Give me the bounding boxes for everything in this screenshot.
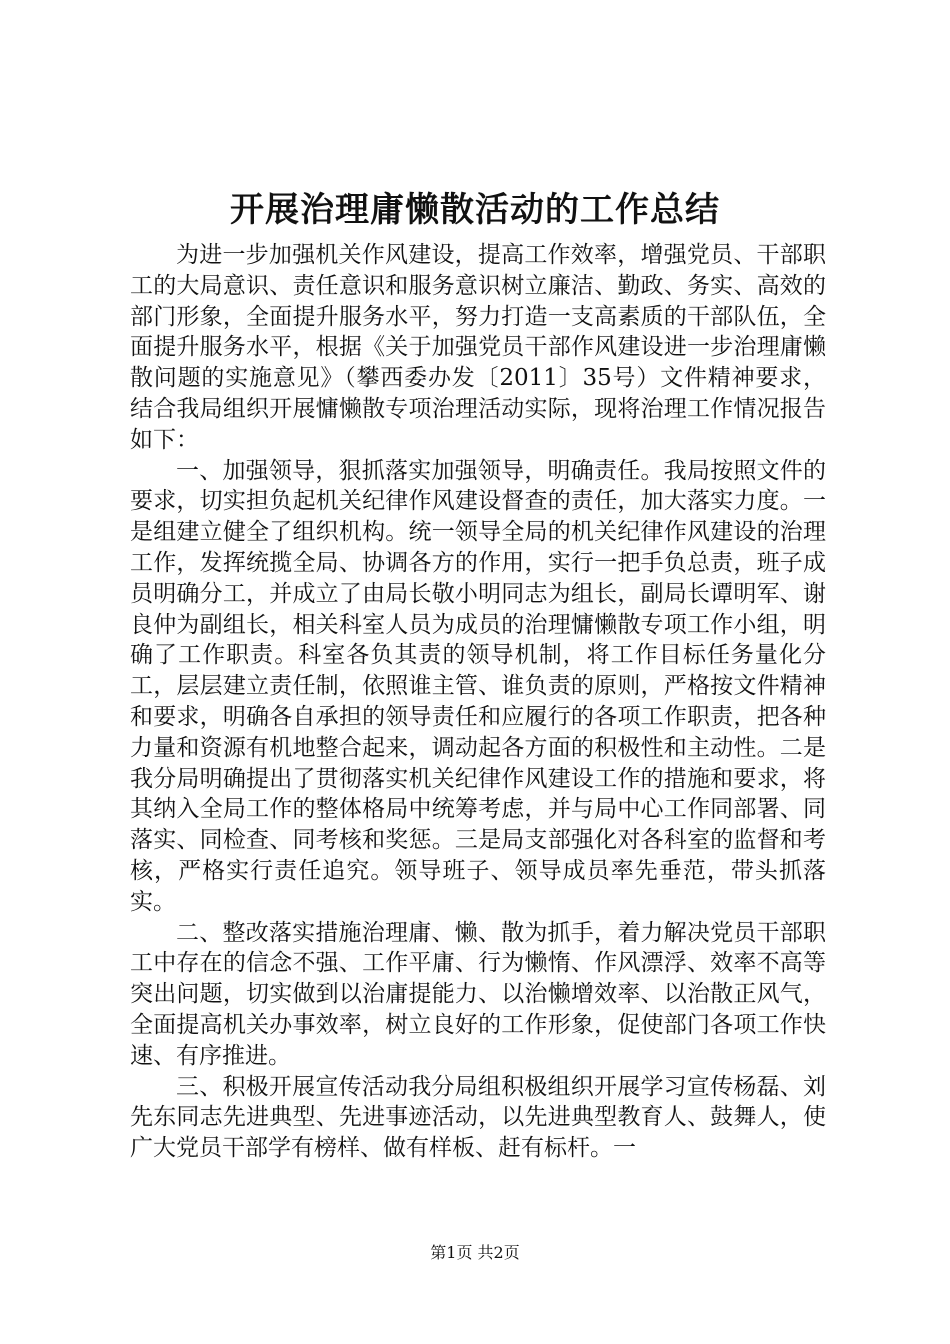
- paragraph-intro: 为进一步加强机关作风建设，提高工作效率，增强党员、干部职工的大局意识、责任意识和服务意识树立廉洁、勤政、务实、高效的部门形象，全面提升服务水平，努力打造一支高素质的干部队伍，全面提升服务水平，根据《关于加强党员干部作风建设进一步治理庸懒散问题的实施意见》（攀西委办发〔2011〕35号）文件精神要求，结合我局组织开展慵懒散专项治理活动实际，现将治理工作情况报告如下：: [130, 242, 826, 453]
- page-footer: 第1页 共2页: [430, 1243, 520, 1262]
- document-body: [130, 240, 826, 1164]
- paragraph-section-1: 一、加强领导，狠抓落实加强领导，明确责任。我局按照文件的要求，切实担负起机关纪律作风建设督查的责任，加大落实力度。一是组建立健全了组织机构。统一领导全局的机关纪律作风建设的治理工作，发挥统揽全局、协调各方的作用，实行一把手负总责，班子成员明确分工，并成立了由局长敬小明同志为组长，副局长谭明军、谢良仲为副组长，相关科室人员为成员的治理慵懒散专项工作小组，明确了工作职责。科室各负其责的领导机制，将工作目标任务量化分工，层层建立责任制，依照谁主管、谁负责的原则，严格按文件精神和要求，明确各自承担的领导责任和应履行的各项工作职责，把各种力量和资源有机地整合起来，调动起各方面的积极性和主动性。二是我分局明确提出了贯彻落实机关纪律作风建设工作的措施和要求，将其纳入全局工作的整体格局中统筹考虑，并与局中心工作同部署、同落实、同检查、同考核和奖惩。三是局支部强化对各科室的监督和考核，严格实行责任追究。领导班子、领导成员率先垂范，带头抓落实。: [130, 457, 826, 915]
- document-title: 开展治理庸懒散活动的工作总结: [230, 190, 720, 230]
- paragraph-section-3: 三、积极开展宣传活动我分局组积极组织开展学习宣传杨磊、刘先东同志先进典型、先进事迹活动，以先进典型教育人、鼓舞人，使广大党员干部学有榜样、做有样板、赶有标杆。一: [130, 1073, 826, 1162]
- paragraph-section-2: 二、整改落实措施治理庸、懒、散为抓手，着力解决党员干部职工中存在的信念不强、工作平庸、行为懒惰、作风漂浮、效率不高等突出问题，切实做到以治庸提能力、以治懒增效率、以治散正风气，全面提高机关办事效率，树立良好的工作形象，促使部门各项工作快速、有序推进。: [130, 919, 826, 1069]
